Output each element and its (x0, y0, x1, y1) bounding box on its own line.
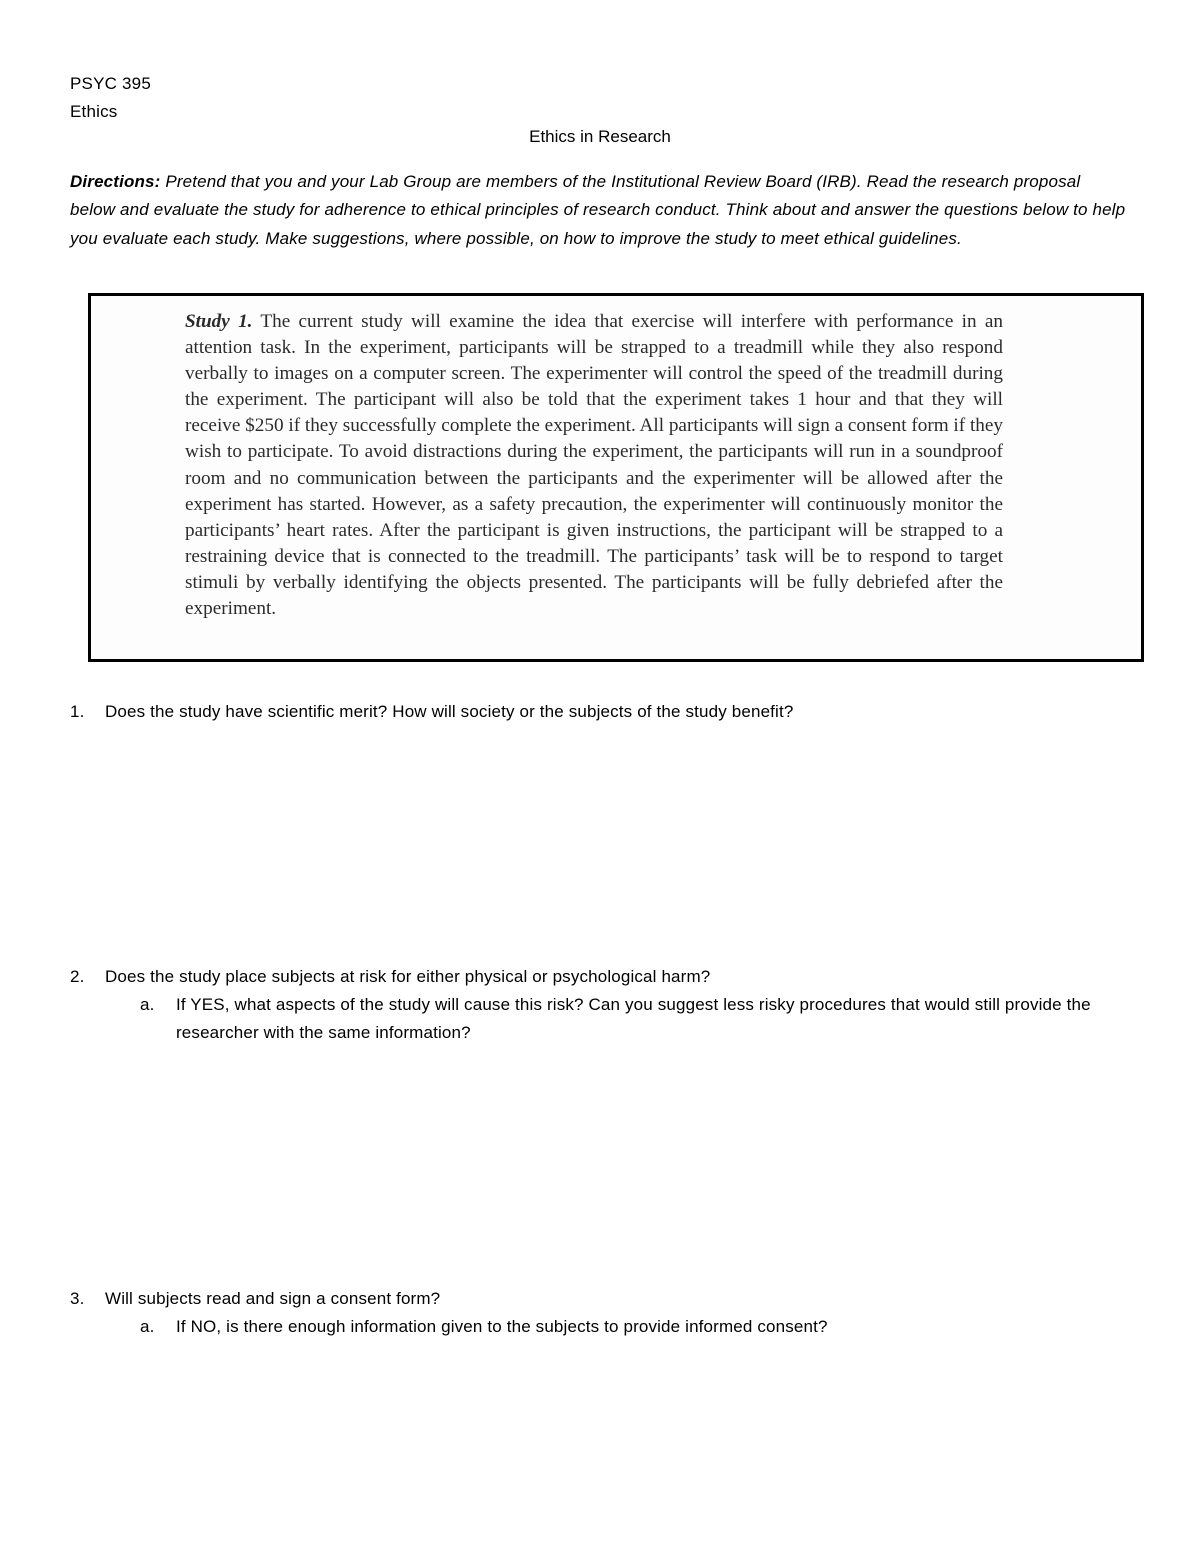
course-topic: Ethics (70, 102, 118, 121)
study-description: The current study will examine the idea that exercise will interfere with performance in an attention task. In the experiment, participants will be strapped to a treadmill while they also respond verbally to images on a computer screen. The experimenter will control the speed of the treadmill during the experiment. The participant will also be told that the experiment takes 1 hour and that they will receive $250 if they successfully complete the experiment. All participants will sign a consent form if they wish to participate. To avoid distractions during the experiment, the participants will run in a soundproof room and no communication between the participants and the experimenter will be allowed after the experiment has started. However, as a safety precaution, the experimenter will continuously monitor the participants’ heart rates. After the participant is given instructions, the participant will be strapped to a restraining device that is connected to the treadmill. The participants’ task will be to respond to target stimuli by verbally identifying the objects presented. The participants will be fully debriefed after the experiment. (185, 311, 1003, 620)
directions-label: Directions: (70, 172, 161, 191)
question-2a (140, 991, 1100, 1047)
question-3a-letter: a. (140, 1317, 155, 1336)
question-1-text: Does the study have scientific merit? How will society or the subjects of the study benefit? (105, 702, 794, 721)
question-2 (70, 963, 1130, 1053)
question-1 (70, 698, 1130, 728)
question-3a-text: If NO, is there enough information given to the subjects to provide informed consent? (176, 1317, 828, 1336)
question-2a-letter: a. (140, 995, 155, 1014)
page-title: Ethics in Research (529, 127, 671, 146)
directions-paragraph (70, 168, 1130, 253)
question-3-text: Will subjects read and sign a consent form? (105, 1289, 441, 1308)
question-3a (140, 1313, 1100, 1341)
question-2-text: Does the study place subjects at risk for either physical or psychological harm? (105, 967, 711, 986)
course-code: PSYC 395 (70, 74, 151, 93)
question-3 (70, 1285, 1130, 1345)
question-2a-text: If YES, what aspects of the study will cause this risk? Can you suggest less risky procedures that would still provide the researcher with the same information? (176, 995, 1091, 1042)
study-proposal-box (88, 293, 1144, 662)
question-2-number: 2. (70, 967, 85, 986)
question-3-number: 3. (70, 1289, 85, 1308)
study-proposal-text (185, 309, 1003, 622)
study-label: Study 1. (185, 311, 253, 332)
directions-text: Pretend that you and your Lab Group are members of the Institutional Review Board (IRB). Read the research proposal below and evaluate the study for adherence to ethical principles of research conduct. Think about and answer the questions below to help you evaluate each study. Make suggestions, where possible, on how to improve the study to meet ethical guidelines. (70, 172, 1126, 248)
question-1-number: 1. (70, 702, 85, 721)
